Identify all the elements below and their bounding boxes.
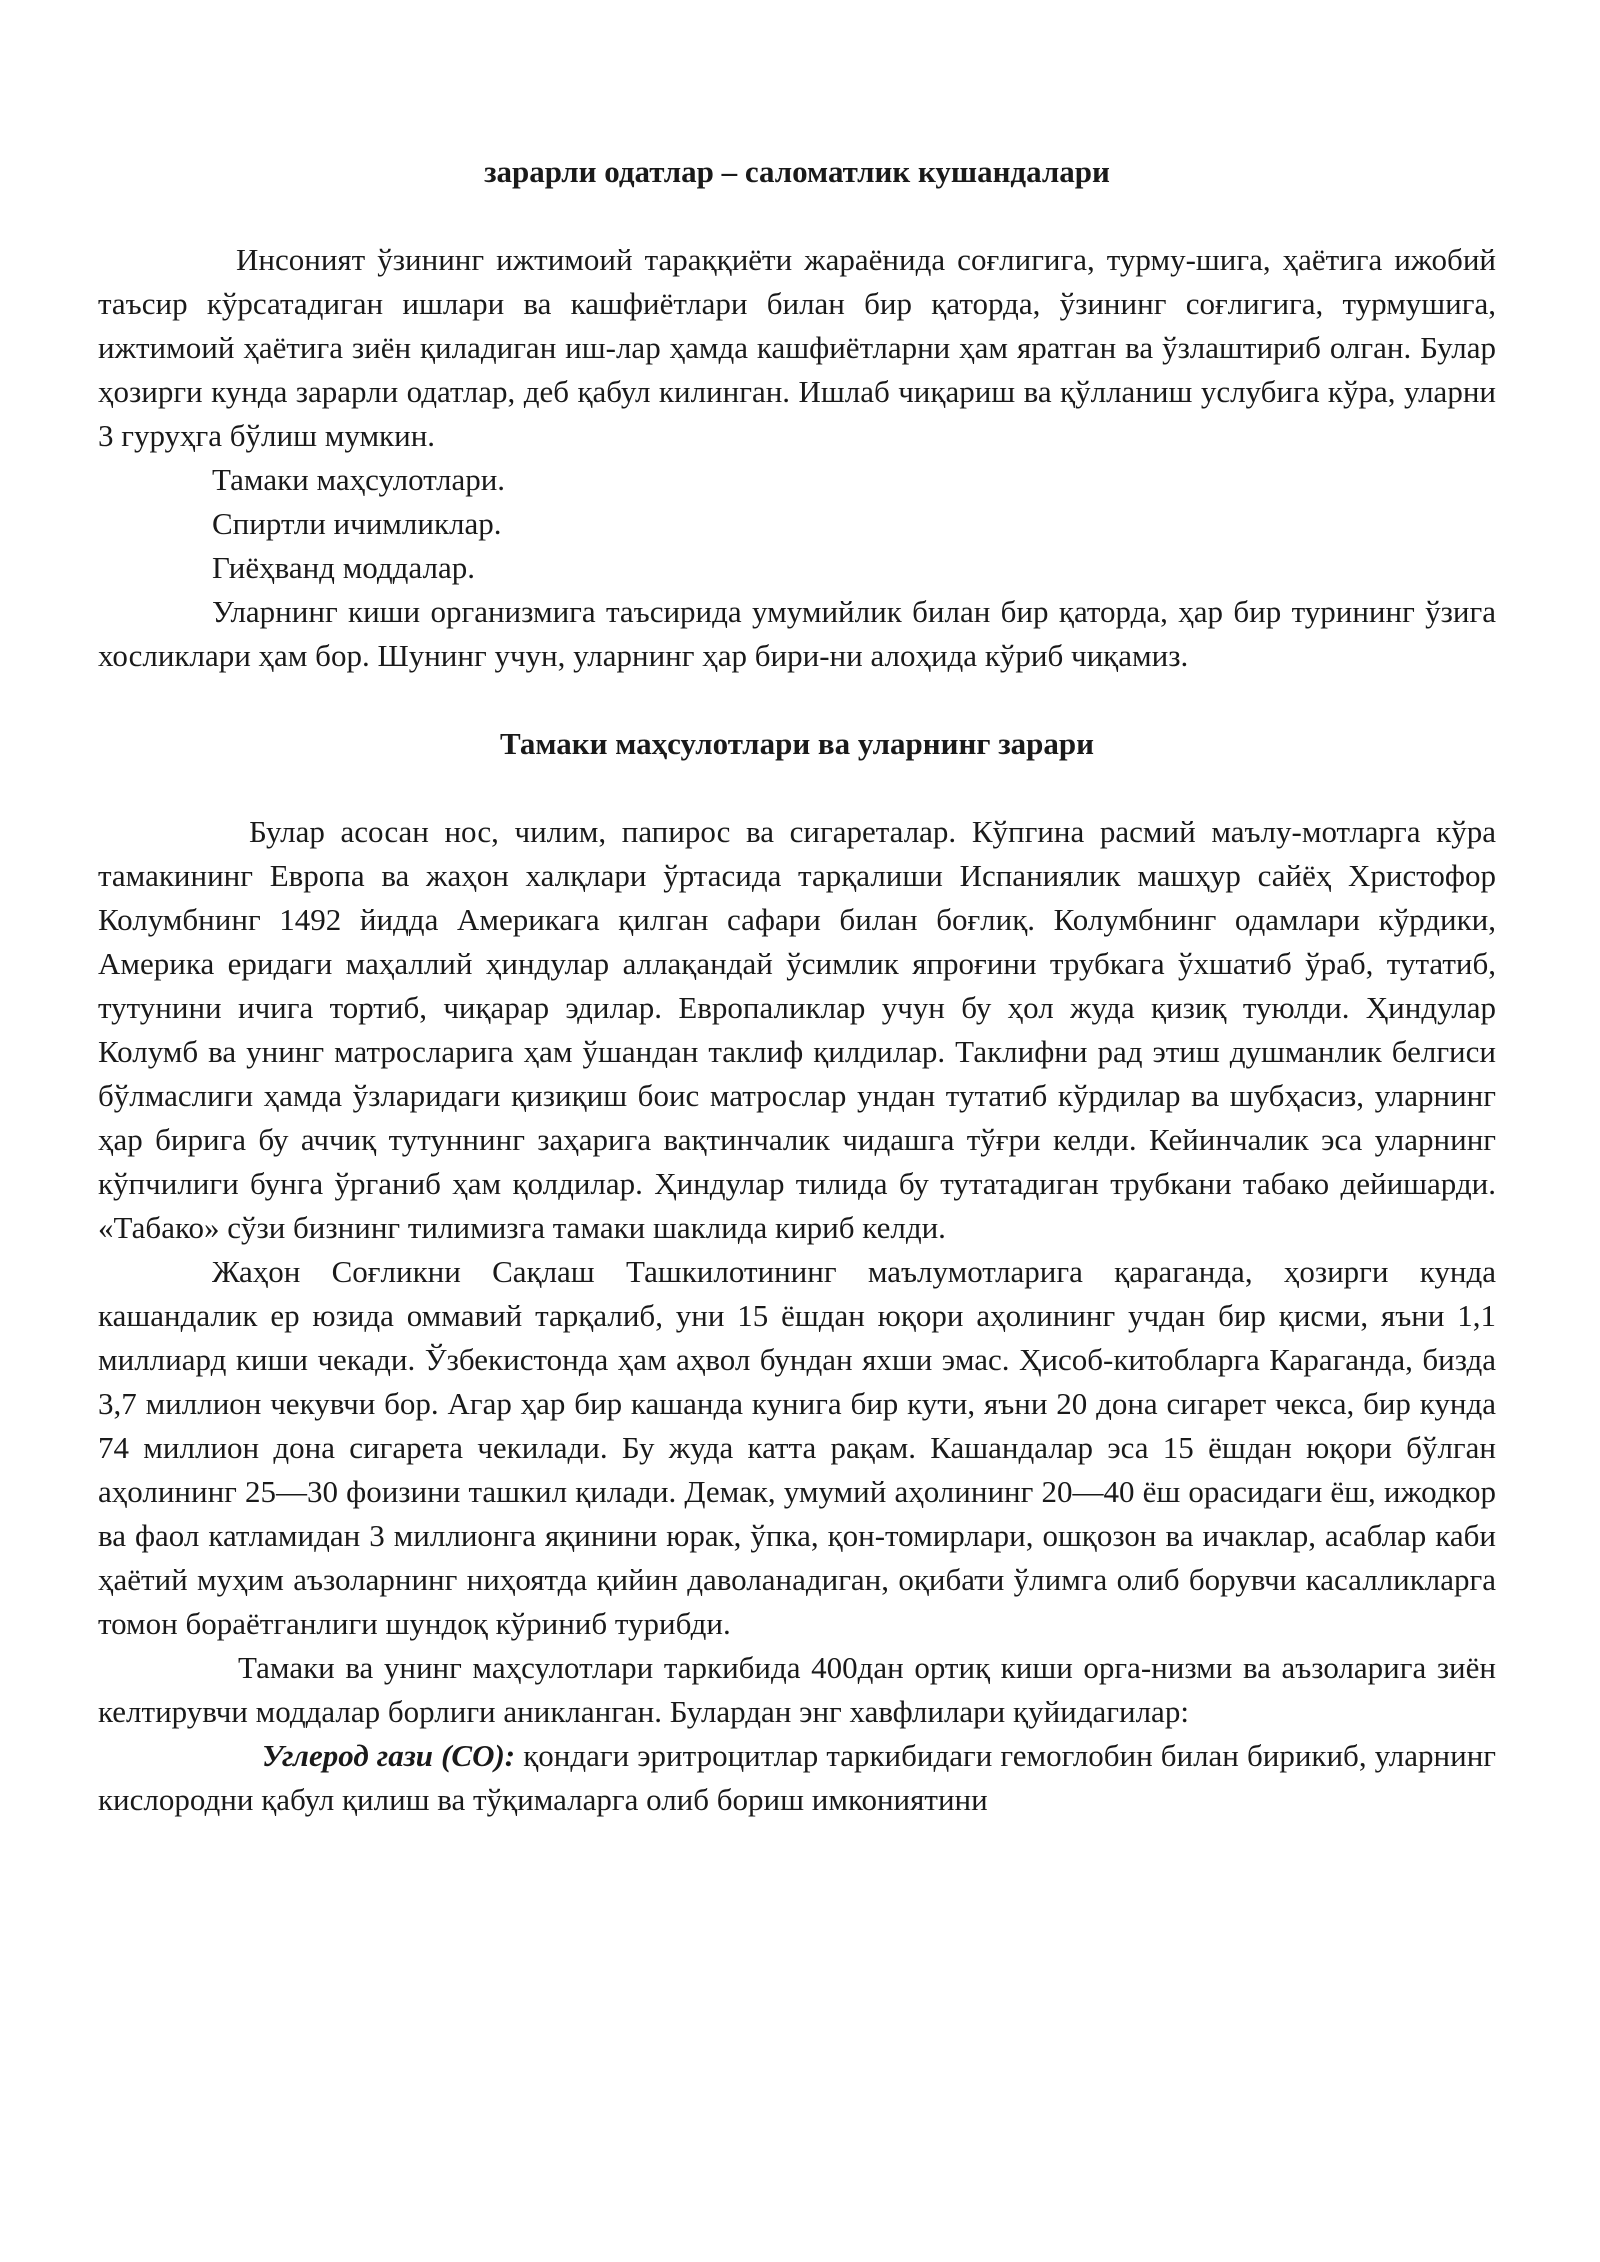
document-title: зарарли одатлар – саломатлик кушандалари <box>484 154 1110 189</box>
section-title: Тамаки маҳсулотлари ва уларнинг зарари <box>499 726 1094 761</box>
group-item-drugs: Гиёҳванд моддалар. <box>212 550 475 585</box>
carbon-monoxide-text: қондаги эритроцитлар таркибидаги гемоглобин билан бирикиб, уларнинг кислородни қабул қилиш ва тўқималарга олиб бориш имкониятини <box>98 1738 1496 1817</box>
groups-paragraph: Уларнинг киши организмига таъсирида умумийлик билан бир қаторда, ҳар бир турининг ўзига хосликлари ҳам бор. Шунинг учун, уларнинг ҳар бири-ни алоҳида кўриб чиқамиз. <box>98 594 1496 673</box>
group-item-alcohol: Спиртли ичимликлар. <box>212 506 502 541</box>
carbon-monoxide-term: Углерод гази (СО): <box>262 1738 516 1773</box>
carbon-monoxide-paragraph <box>98 1734 1496 1822</box>
section-paragraph-substances: Тамаки ва унинг маҳсулотлари таркибида 400дан ортиқ киши орга-низми ва аъзоларига зиён келтирувчи моддалар борлиги аникланган. Булардан энг хавфлилари қуйидагилар: <box>98 1650 1496 1729</box>
group-item-tobacco: Тамаки маҳсулотлари. <box>212 462 506 497</box>
section-paragraph-history: Булар асосан нос, чилим, папирос ва сигареталар. Кўпгина расмий маълу-мотларга кўра тамакининг Европа ва жаҳон халқлари ўртасида тарқалиши Испаниялик машҳур сайёҳ Христофор Колумбнинг 1492 йидда Америкага қилган сафари билан боғлиқ. Колумбнинг одамлари кўрдики, Америка еридаги маҳаллий ҳиндулар аллақандай ўсимлик япроғини трубкага ўхшатиб ўраб, тутатиб, тутунини ичига тортиб, чиқарар эдилар. Европаликлар учун бу ҳол жуда қизиқ туюлди. Ҳиндулар Колумб ва унинг матросларига ҳам ўшандан таклиф қилдилар. Таклифни рад этиш душманлик белгиси бўлмаслиги ҳамда ўзларидаги қизиқиш боис матрослар ундан тутатиб кўрдилар ва шубҳасиз, уларнинг ҳар бирига бу аччиқ тутуннинг заҳарига вақтинчалик чидашга тўғри келди. Кейинчалик эса уларнинг кўпчилиги бунга ўрганиб ҳам қолдилар. Ҳиндулар тилида бу тутатадиган трубкани табако дейишарди. «Табако» сўзи бизнинг тилимизга тамаки шаклида кириб келди. <box>98 814 1496 1245</box>
document-page <box>98 150 1496 1822</box>
section-paragraph-statistics: Жаҳон Соғликни Сақлаш Ташкилотининг маълумотларига қараганда, ҳозирги кунда кашандалик ер юзида оммавий тарқалиб, уни 15 ёшдан юқори аҳолининг учдан бир қисми, яъни 1,1 миллиард киши чекади. Ўзбекистонда ҳам аҳвол бундан яхши эмас. Ҳисоб-китобларга Караганда, бизда 3,7 миллион чекувчи бор. Агар ҳар бир кашанда кунига бир кути, яъни 20 дона сигарет чекса, бир кунда 74 миллион дона сигарета чекилади. Бу жуда катта рақам. Кашандалар эса 15 ёшдан юқори бўлган аҳолининг 25—30 фоизини ташкил қилади. Демак, умумий аҳолининг 20—40 ёш орасидаги ёш, ижодкор ва фаол катламидан 3 миллионга яқинини юрак, ўпка, қон-томирлари, ошқозон ва ичаклар, асаблар каби ҳаётий муҳим аъзоларнинг ниҳоятда қийин даволанадиган, оқибати ўлимга олиб борувчи касалликларга томон бораётганлиги шундоқ кўриниб турибди. <box>98 1254 1496 1641</box>
intro-paragraph: Инсоният ўзининг ижтимоий тараққиёти жараёнида соғлигига, турму-шига, ҳаётига ижобий таъсир кўрсатадиган ишлари ва кашфиётлари билан бир қаторда, ўзининг соғлигига, турмушига, ижтимоий ҳаётига зиён қиладиган иш-лар ҳамда кашфиётларни ҳам яратган ва ўзлаштириб олган. Булар ҳозирги кунда зарарли одатлар, деб қабул килинган. Ишлаб чиқариш ва қўлланиш услубига кўра, уларни 3 гуруҳга бўлиш мумкин. <box>98 242 1496 453</box>
